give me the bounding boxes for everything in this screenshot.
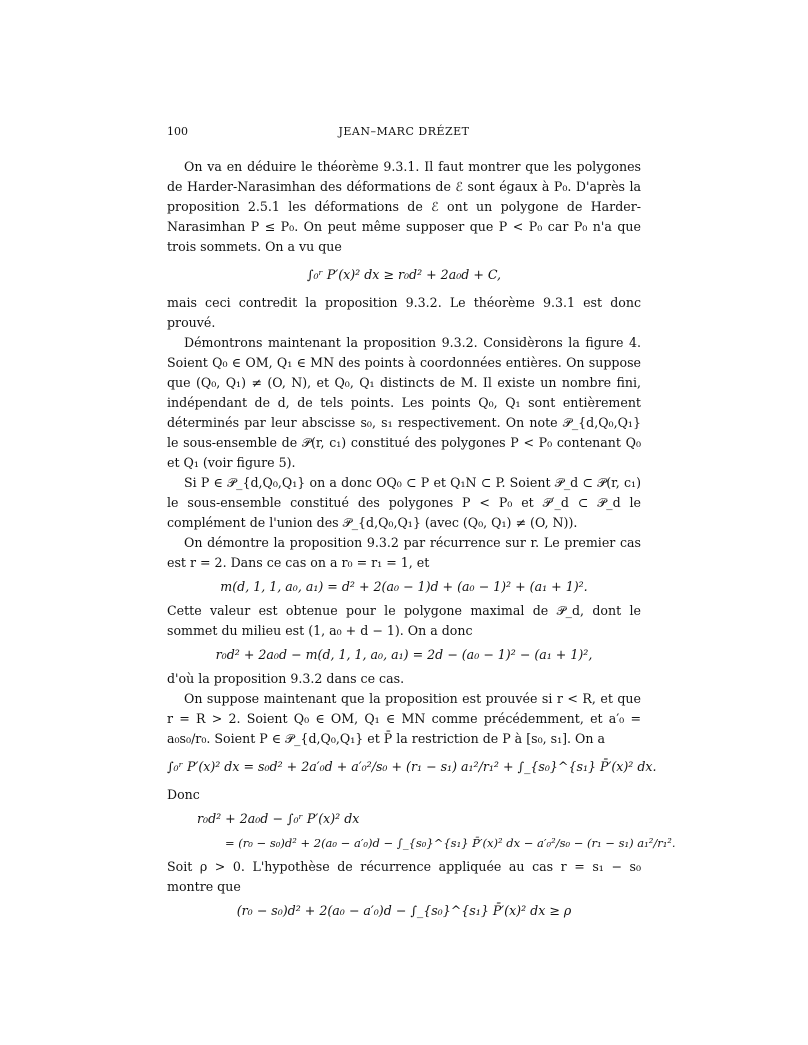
paragraph: On suppose maintenant que la proposition est prouvée si r < R, et que r = R > 2. Soient Q₀ ∈ OM, Q₁ ∈ MN comme précédemment, et a′₀ = a₀s₀/r₀. Soient P ∈ 𝒫_{d,Q₀,Q₁} et P̄ la restriction de P à [s₀, s₁]. On a [167, 691, 641, 746]
paragraph: Soit ρ > 0. L'hypothèse de récurrence appliquée au cas r = s₁ − s₀ montre que [167, 859, 641, 894]
display-equation: m(d, 1, 1, a₀, a₁) = d² + 2(a₀ − 1)d + (a₀ − 1)² + (a₁ + 1)². [220, 579, 588, 594]
display-equation: (r₀ − s₀)d² + 2(a₀ − a′₀)d − ∫_{s₀}^{s₁} P̄′(x)² dx ≥ ρ [236, 903, 572, 918]
paragraph: Cette valeur est obtenue pour le polygone maximal de 𝒫_d, dont le sommet du milieu est (1, a₀ + d − 1). On a donc [167, 603, 641, 638]
body-text [167, 157, 676, 925]
display-equation: r₀d² + 2a₀d − ∫₀ʳ P′(x)² dx [197, 811, 360, 826]
display-equation: ∫₀ʳ P′(x)² dx = s₀d² + 2a′₀d + a′₀²/s₀ + (r₁ − s₁) a₁²/r₁² + ∫_{s₀}^{s₁} P̄′(x)² dx. [167, 759, 657, 774]
display-equation: r₀d² + 2a₀d − m(d, 1, 1, a₀, a₁) = 2d − (a₀ − 1)² − (a₁ + 1)², [215, 647, 593, 662]
display-equation: = (r₀ − s₀)d² + 2(a₀ − a′₀)d − ∫_{s₀}^{s₁} P̄′(x)² dx − a′₀²/s₀ − (r₁ − s₁) a₁²/r₁². [225, 836, 676, 850]
paragraph: On va en déduire le théorème 9.3.1. Il faut montrer que les polygones de Harder-Narasimhan des déformations de ℰ sont égaux à P₀. D'après la proposition 2.5.1 les déformations de ℰ ont un polygone de Harder-Narasimhan P ≤ P₀. On peut même supposer que P < P₀ car P₀ n'a que trois sommets. On a vu que [167, 159, 641, 254]
page-header [167, 125, 641, 141]
paragraph: Si P ∈ 𝒫_{d,Q₀,Q₁} on a donc OQ₀ ⊂ P et Q₁N ⊂ P. Soient 𝒫_d ⊂ 𝒫(r, c₁) le sous-ensemble constitué des polygones P < P₀ et 𝒫′_d ⊂ 𝒫_d le complément de l'union des 𝒫_{d,Q₀,Q₁} (avec (Q₀, Q₁) ≠ (O, N)). [167, 475, 641, 530]
paragraph: On démontre la proposition 9.3.2 par récurrence sur r. Le premier cas est r = 2. Dans ce cas on a r₀ = r₁ = 1, et [167, 535, 641, 570]
paragraph: mais ceci contredit la proposition 9.3.2. Le théorème 9.3.1 est donc prouvé. [167, 295, 641, 330]
page-number: 100 [167, 125, 188, 138]
running-title: JEAN–MARC DRÉZET [338, 125, 470, 138]
paragraph: d'où la proposition 9.3.2 dans ce cas. [167, 671, 405, 686]
paragraph: Démontrons maintenant la proposition 9.3.2. Considèrons la figure 4. Soient Q₀ ∈ OM, Q₁ ∈ MN des points à coordonnées entières. On suppose que (Q₀, Q₁) ≠ (O, N), et Q₀, Q₁ distincts de M. Il existe un nombre fini, indépendant de d, de tels points. Les points Q₀, Q₁ sont entièrement déterminés par leur abscisse s₀, s₁ respectivement. On note 𝒫_{d,Q₀,Q₁} le sous-ensemble de 𝒫(r, c₁) constitué des polygones P < P₀ contenant Q₀ et Q₁ (voir figure 5). [167, 335, 641, 470]
display-equation: ∫₀ʳ P′(x)² dx ≥ r₀d² + 2a₀d + C, [306, 267, 502, 282]
paragraph: Donc [167, 787, 200, 802]
